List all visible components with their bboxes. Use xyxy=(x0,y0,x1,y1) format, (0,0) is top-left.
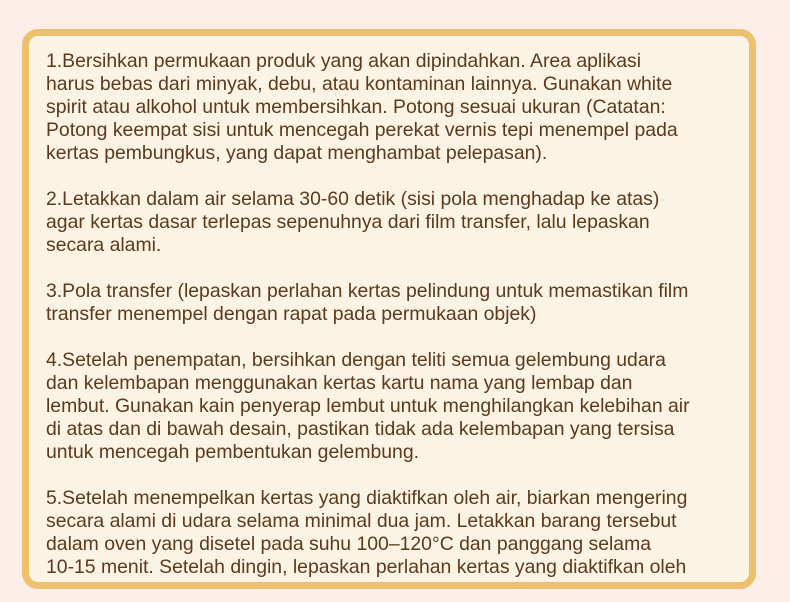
step-5-line-3: dalam oven yang disetel pada suhu 100–120°C dan panggang selama xyxy=(46,533,652,555)
step-4-line-5: untuk mencegah pembentukan gelembung. xyxy=(46,441,419,463)
step-1-line-1: 1.Bersihkan permukaan produk yang akan dipindahkan. Area aplikasi xyxy=(46,50,642,72)
step-5-line-1: 5.Setelah menempelkan kertas yang diaktifkan oleh air, biarkan mengering xyxy=(46,487,688,509)
step-2-line-1: 2.Letakkan dalam air selama 30-60 detik (sisi pola menghadap ke atas) xyxy=(46,188,660,210)
step-1-line-5: kertas pembungkus, yang dapat menghambat pelepasan). xyxy=(46,142,548,164)
step-5 xyxy=(46,487,746,579)
step-2 xyxy=(46,188,746,257)
step-4-line-1: 4.Setelah penempatan, bersihkan dengan teliti semua gelembung udara xyxy=(46,349,666,371)
step-1-line-3: spirit atau alkohol untuk membersihkan. Potong sesuai ukuran (Catatan: xyxy=(46,96,666,118)
step-1 xyxy=(46,50,746,165)
step-3 xyxy=(46,280,746,326)
step-4-line-4: di atas dan di bawah desain, pastikan tidak ada kelembapan yang tersisa xyxy=(46,418,675,440)
step-1-line-4: Potong keempat sisi untuk mencegah perekat vernis tepi menempel pada xyxy=(46,119,678,141)
step-3-line-2: transfer menempel dengan rapat pada permukaan objek) xyxy=(46,303,537,325)
step-4-line-3: lembut. Gunakan kain penyerap lembut untuk menghilangkan kelebihan air xyxy=(46,395,690,417)
instruction-card xyxy=(22,29,756,589)
step-4-line-2: dan kelembapan menggunakan kertas kartu nama yang lembap dan xyxy=(46,372,633,394)
step-2-line-3: secara alami. xyxy=(46,234,162,256)
step-4 xyxy=(46,349,746,464)
step-2-line-2: agar kertas dasar terlepas sepenuhnya dari film transfer, lalu lepaskan xyxy=(46,211,650,233)
step-5-line-4: 10-15 menit. Setelah dingin, lepaskan perlahan kertas yang diaktifkan oleh xyxy=(46,556,687,578)
step-3-line-1: 3.Pola transfer (lepaskan perlahan kertas pelindung untuk memastikan film xyxy=(46,280,689,302)
step-1-line-2: harus bebas dari minyak, debu, atau kontaminan lainnya. Gunakan white xyxy=(46,73,673,95)
step-5-line-2: secara alami di udara selama minimal dua jam. Letakkan barang tersebut xyxy=(46,510,677,532)
instruction-steps xyxy=(46,50,746,602)
